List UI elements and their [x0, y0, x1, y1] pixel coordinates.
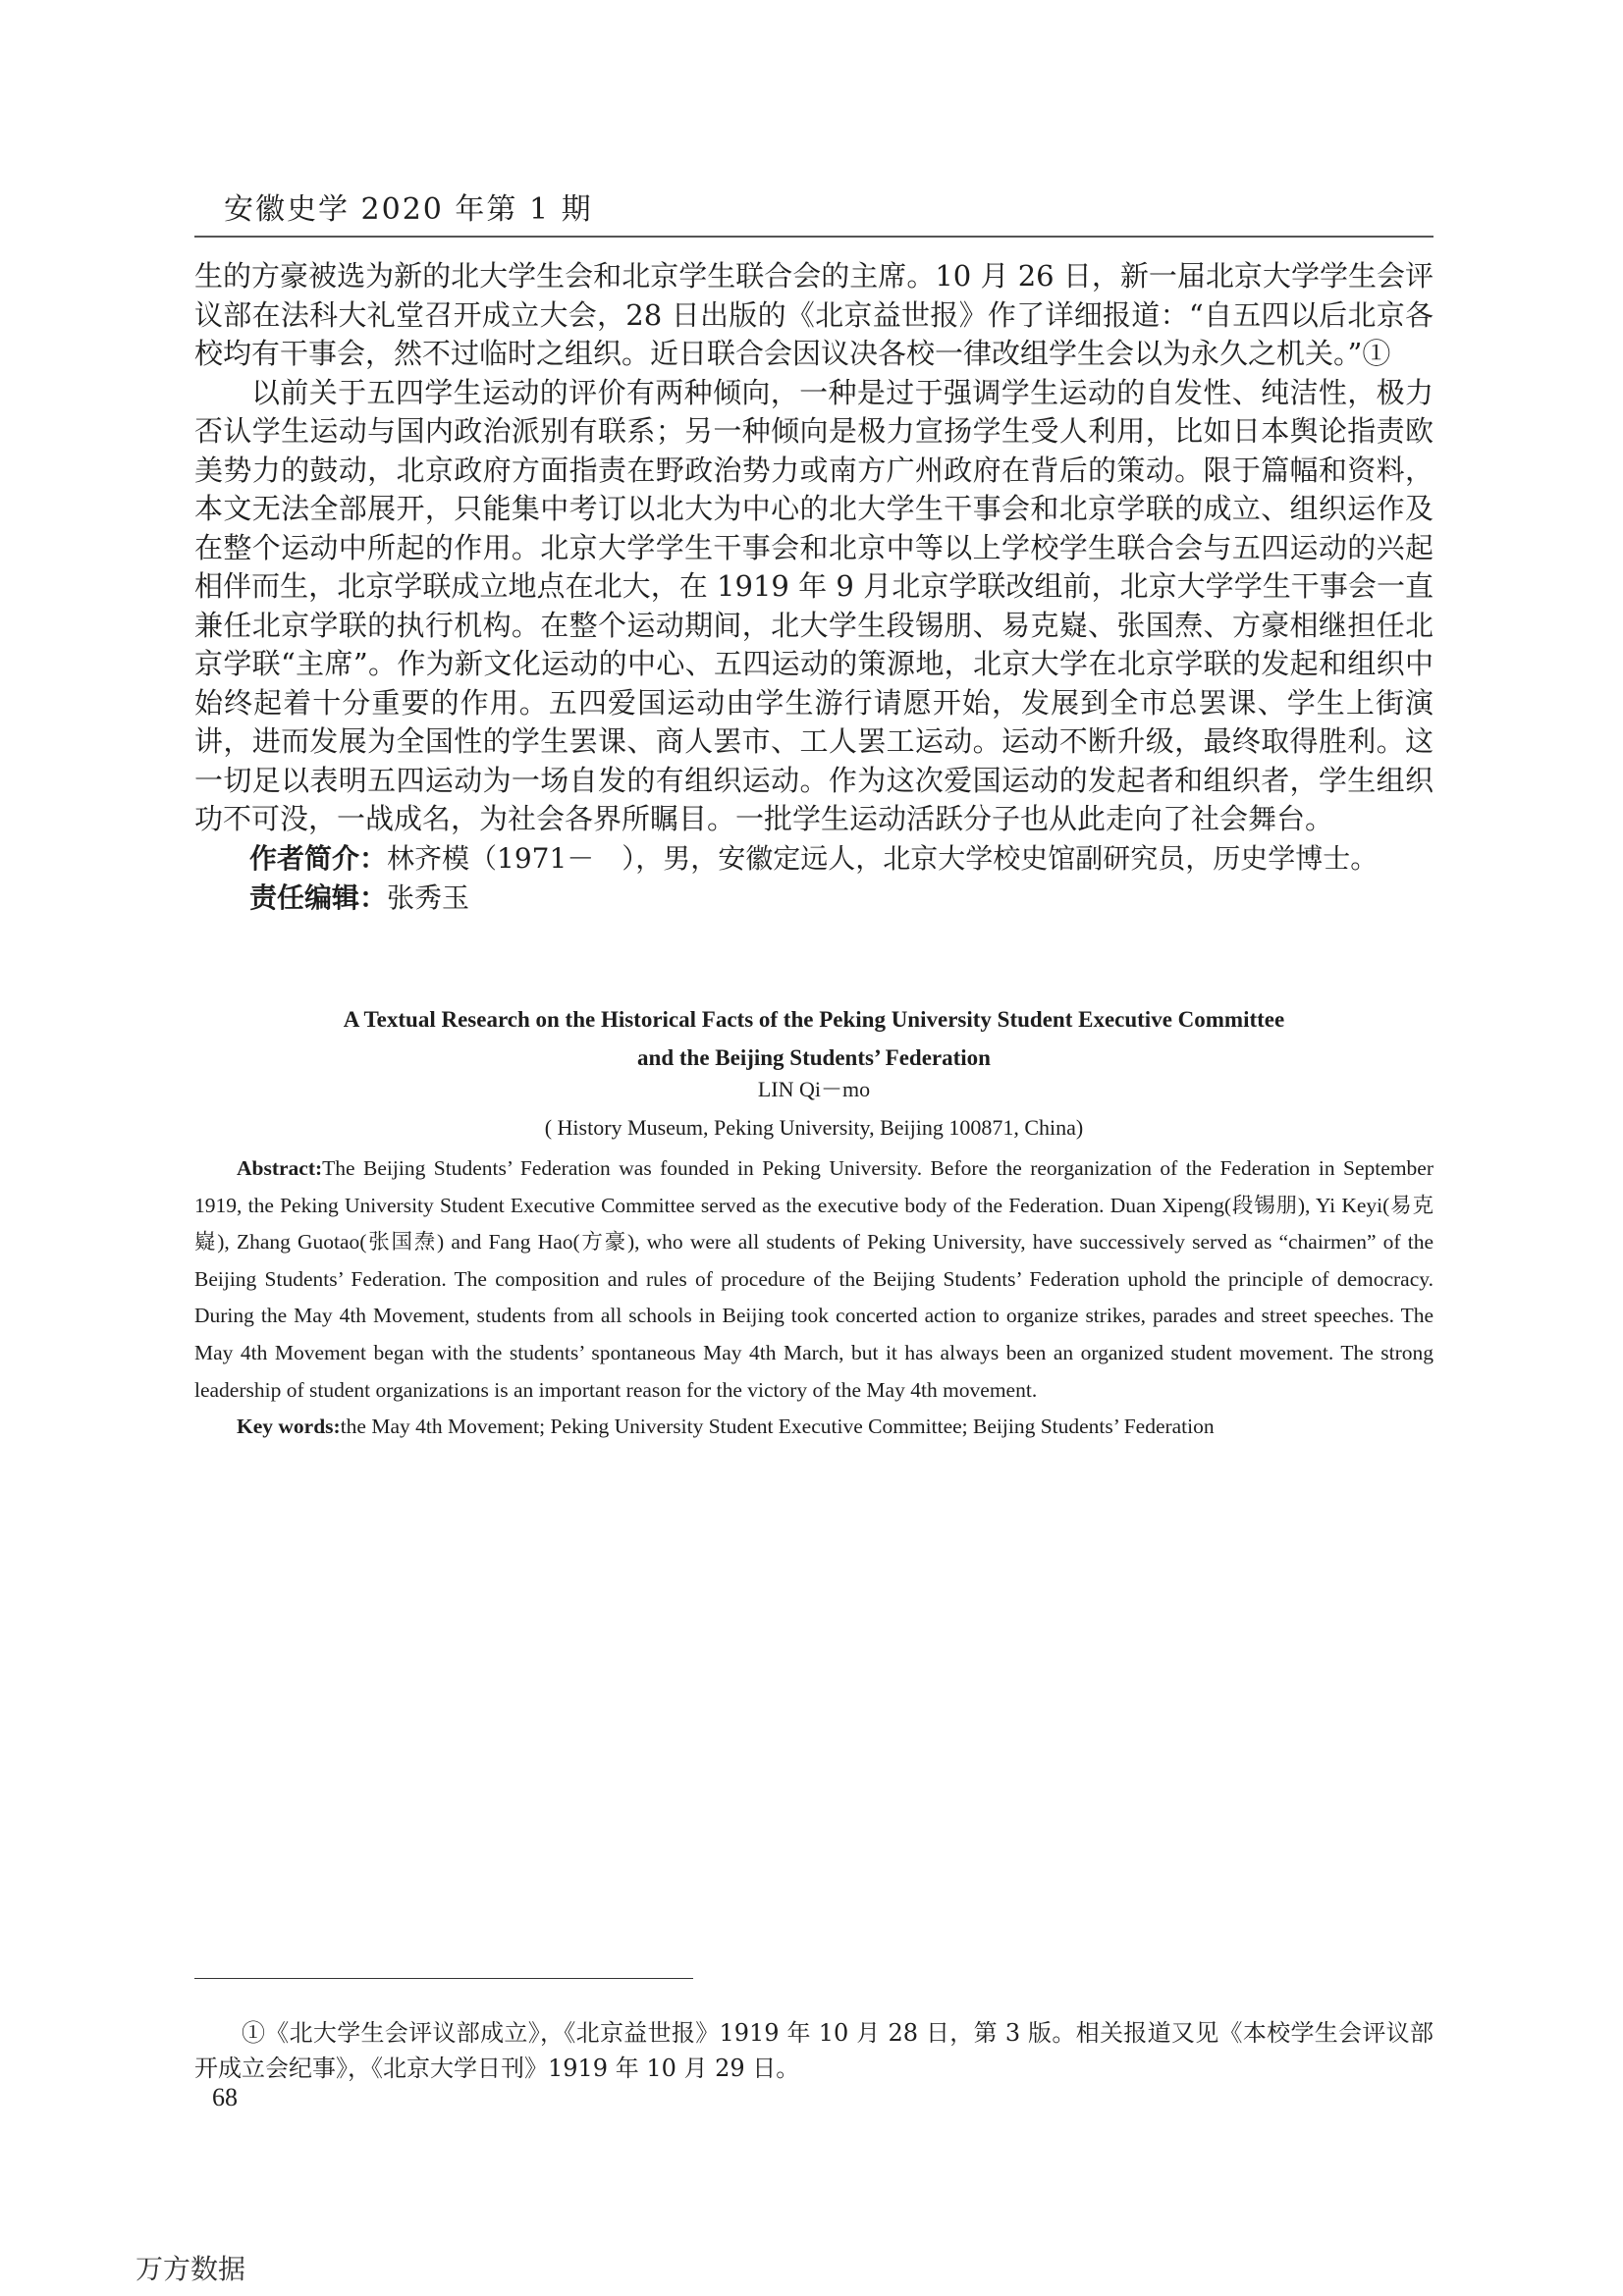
english-title-line: A Textual Research on the Historical Facts of the Peking University Student Executive Committee: [343, 1007, 1285, 1032]
main-body: [194, 257, 1434, 918]
english-author: LIN Qi－mo: [757, 1077, 871, 1101]
editor-line: [194, 879, 1434, 918]
english-title-line: and the Beijing Students’ Federation: [637, 1045, 991, 1070]
keywords-label: Key words:: [237, 1415, 341, 1439]
abstract-paragraph: [194, 1150, 1434, 1409]
watermark: 万方数据: [135, 2253, 246, 2285]
author-bio: [194, 839, 1434, 879]
abstract-label: Abstract:: [237, 1156, 323, 1180]
author-bio-label: 作者简介：: [249, 841, 388, 875]
english-title: [194, 1000, 1434, 1077]
editor-label: 责任编辑：: [249, 881, 388, 914]
running-header: 安徽史学 2020 年第 1 期: [224, 192, 593, 227]
footnote-text: ①《北大学生会评议部成立》，《北京益世报》1919 年 10 月 28 日，第 3 版。相关报道又见《本校学生会评议部开成立会纪事》，《北京大学日刊》1919 年 10 月 29 日。: [194, 2019, 1434, 2082]
author-bio-text: 林齐模（1971－ ），男，安徽定远人，北京大学校史馆副研究员，历史学博士。: [387, 841, 1379, 875]
english-abstract: [194, 1150, 1434, 1446]
keywords-text: the May 4th Movement; Peking University Student Executive Committee; Beijing Students’ Federation: [340, 1415, 1215, 1439]
body-paragraph: 以前关于五四学生运动的评价有两种倾向，一种是过于强调学生运动的自发性、纯洁性，极力否认学生运动与国内政治派别有联系；另一种倾向是极力宣扬学生受人利用，比如日本舆论指责欧美势力的鼓动，北京政府方面指责在野政治势力或南方广州政府在背后的策动。限于篇幅和资料，本文无法全部展开，只能集中考订以北大为中心的北大学生干事会和北京学联的成立、组织运作及在整个运动中所起的作用。北京大学学生干事会和北京中等以上学校学生联合会与五四运动的兴起相伴而生，北京学联成立地点在北大，在 1919 年 9 月北京学联改组前，北京大学学生干事会一直兼任北京学联的执行机构。在整个运动期间，北大学生段锡朋、易克嶷、张国焘、方豪相继担任北京学联“主席”。作为新文化运动的中心、五四运动的策源地，北京大学在北京学联的发起和组织中始终起着十分重要的作用。五四爱国运动由学生游行请愿开始，发展到全市总罢课、学生上街演讲，进而发展为全国性的学生罢课、商人罢市、工人罢工运动。运动不断升级，最终取得胜利。这一切足以表明五四运动为一场自发的有组织运动。作为这次爱国运动的发起者和组织者，学生组织功不可没，一战成名，为社会各界所瞩目。一批学生运动活跃分子也从此走向了社会舞台。: [194, 375, 1434, 835]
footnote-rule: [194, 1978, 693, 1979]
page-number: 68: [212, 2083, 238, 2111]
abstract-text: The Beijing Students’ Federation was founded in Peking University. Before the reorganization of the Federation in September 1919, the Peking University Student Executive Committee served as the executive body of the Federation. Duan Xipeng(段锡朋), Yi Keyi(易克嶷), Zhang Guotao(张国焘) and Fang Hao(方豪), who were all students of Peking University, have successively served as “chairmen” of the Beijing Students’ Federation. The composition and rules of procedure of the Beijing Students’ Federation uphold the principle of democracy. During the May 4th Movement, students from all schools in Beijing took concerted action to organize strikes, parades and street speeches. The May 4th Movement began with the students’ spontaneous May 4th March, but it has always been an organized student movement. The strong leadership of student organizations is an important reason for the victory of the May 4th movement.: [194, 1156, 1434, 1402]
header-rule: [194, 236, 1434, 238]
editor-name: 张秀玉: [387, 881, 470, 914]
body-paragraph: 生的方豪被选为新的北大学生会和北京学生联合会的主席。10 月 26 日，新一届北京大学学生会评议部在法科大礼堂召开成立大会，28 日出版的《北京益世报》作了详细报道：“自五四以后北京各校均有干事会，然不过临时之组织。近日联合会因议决各校一律改组学生会以为永久之机关。”①: [194, 259, 1434, 370]
keywords-paragraph: [194, 1409, 1434, 1446]
english-affiliation: ( History Museum, Peking University, Beijing 100871, China): [544, 1115, 1084, 1140]
footnote: [194, 2015, 1434, 2086]
